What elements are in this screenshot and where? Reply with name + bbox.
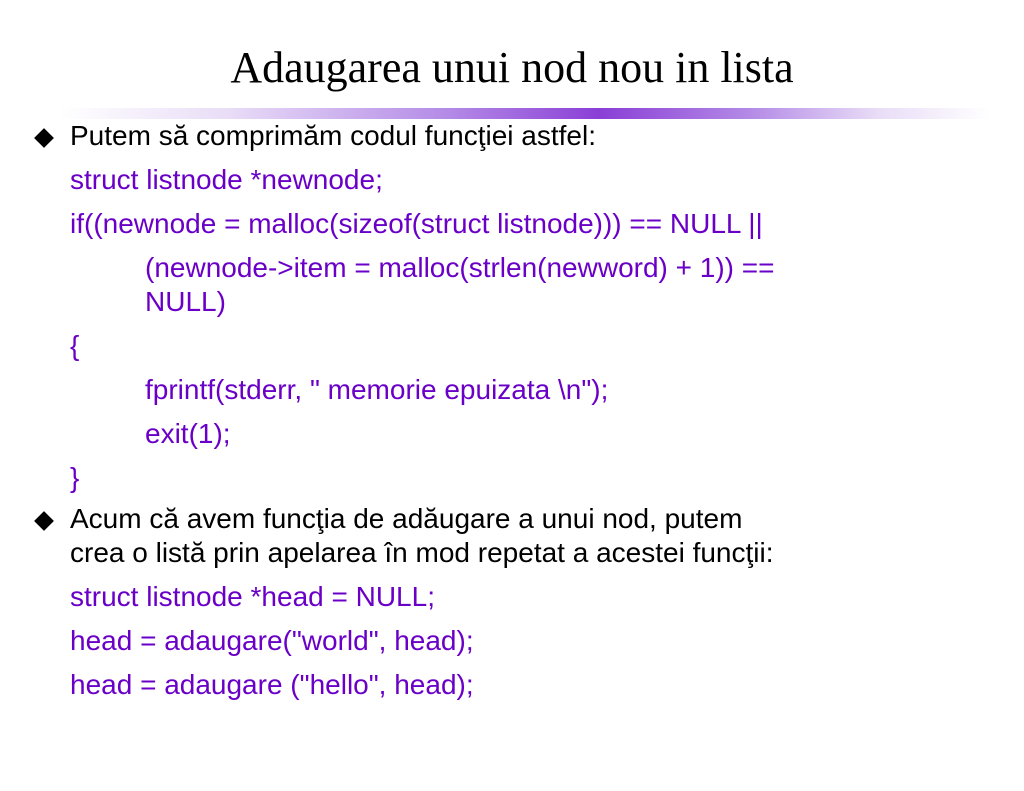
code-line: { bbox=[70, 330, 80, 361]
code-line: struct listnode *head = NULL; bbox=[70, 581, 435, 612]
diamond-bullet-icon bbox=[34, 511, 54, 531]
slide-title: Adaugarea unui nod nou in lista bbox=[230, 43, 794, 92]
bullet-text: Putem să comprimăm codul funcţiei astfel: bbox=[70, 120, 596, 151]
code-line: } bbox=[70, 462, 80, 493]
code-line: head = adaugare("world", head); bbox=[70, 625, 474, 656]
code-line: (newnode->item = malloc(strlen(newword) + 1)) == bbox=[145, 252, 775, 283]
bullet-text: Acum că avem funcţia de adăugare a unui nod, putem bbox=[70, 503, 743, 534]
code-line: fprintf(stderr, " memorie epuizata \n"); bbox=[145, 374, 609, 405]
code-line: head = adaugare ("hello", head); bbox=[70, 669, 474, 700]
bullet-text: crea o listă prin apelarea în mod repetat a acestei funcţii: bbox=[70, 537, 774, 568]
code-line: if((newnode = malloc(sizeof(struct listnode))) == NULL || bbox=[70, 208, 763, 239]
diamond-bullet-icon bbox=[34, 128, 54, 148]
code-line: NULL) bbox=[145, 286, 226, 317]
title-underline bbox=[60, 108, 990, 119]
code-line: struct listnode *newnode; bbox=[70, 164, 383, 195]
code-line: exit(1); bbox=[145, 418, 231, 449]
